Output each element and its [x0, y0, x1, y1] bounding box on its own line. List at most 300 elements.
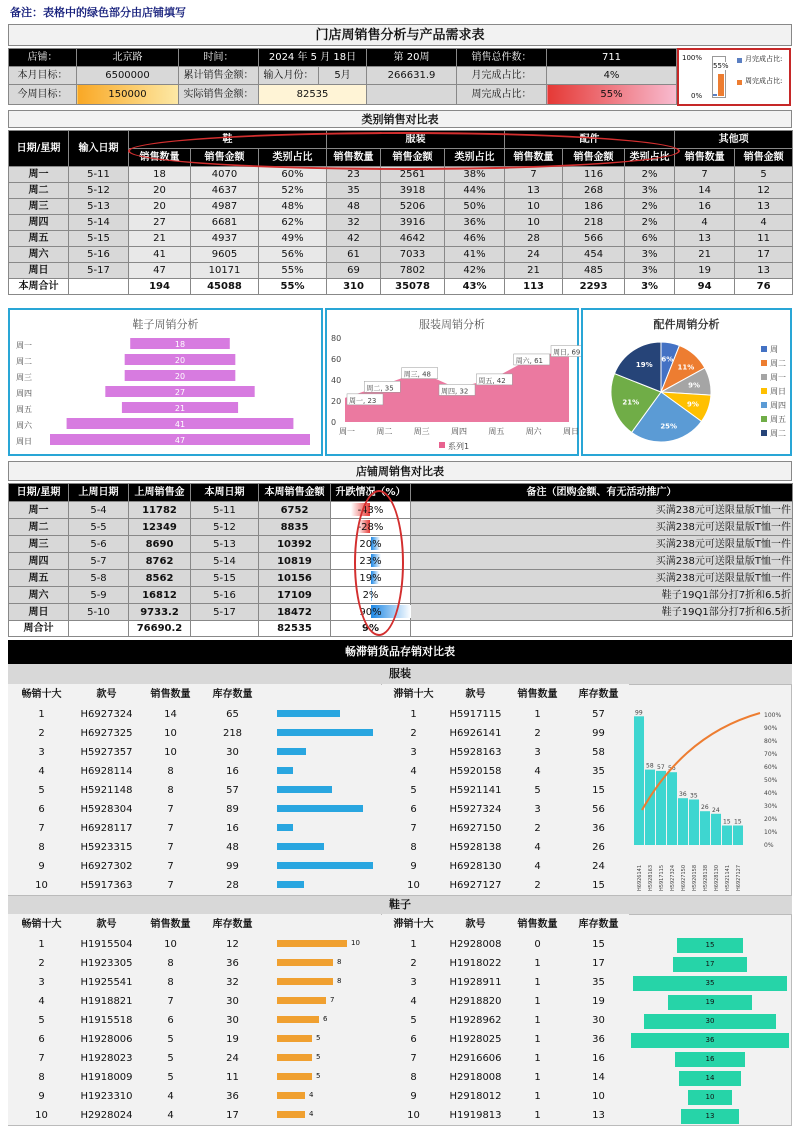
table-cell: 9	[383, 1087, 445, 1106]
pareto-bar-label: 15	[723, 818, 731, 826]
table-cell: 4	[139, 1087, 203, 1106]
pareto-bar	[689, 800, 699, 846]
table-cell: 5-17	[191, 604, 259, 621]
table-cell: 30	[569, 1011, 629, 1030]
acc-slice-label: 21%	[622, 398, 640, 407]
table-cell: 7	[139, 876, 203, 895]
sales-bar	[277, 1054, 312, 1061]
table-cell: 30	[203, 1011, 263, 1030]
table-cell: 3	[507, 800, 569, 819]
group-clothing: 服装	[327, 131, 505, 149]
table-cell: 买满238元可送限量版T恤一件	[411, 536, 793, 553]
pareto-pct-tick: 20%	[764, 816, 778, 823]
table-cell: 7	[139, 800, 203, 819]
table-cell: 69	[327, 263, 381, 279]
acc-slice-label: 19%	[635, 360, 653, 369]
bar-cell	[263, 762, 381, 781]
table-row	[383, 954, 629, 973]
table-cell: 19	[675, 263, 735, 279]
table-cell: 4	[507, 762, 569, 781]
table-cell: 3	[9, 743, 75, 762]
table-cell: 32	[203, 973, 263, 992]
table-cell: H1919813	[445, 1106, 507, 1125]
table-row	[9, 1011, 381, 1030]
table-cell: 44%	[445, 183, 505, 199]
table-cell: 10819	[259, 553, 331, 570]
acc-legend-swatch	[761, 346, 767, 352]
table-row	[383, 762, 629, 781]
note-text: 备注：表格中的绿色部分由店铺填写	[10, 6, 186, 19]
total-cell	[69, 279, 129, 295]
table-cell: 周一	[9, 167, 69, 183]
table-cell: 3%	[625, 183, 675, 199]
table-cell: H1928911	[445, 973, 507, 992]
table-cell: 58	[569, 743, 629, 762]
cloth-x-label: 周一	[339, 427, 355, 436]
table-cell: 0	[507, 935, 569, 954]
cloth-x-label: 周六	[525, 427, 542, 436]
sales-bar-label: 8	[337, 977, 342, 985]
shoe-slow-bar-chart	[630, 934, 792, 1124]
store-label: 店铺：	[9, 49, 77, 67]
change-value: 2%	[362, 589, 379, 601]
pareto-cat-label: H5928138	[703, 864, 709, 891]
clothing-best-table	[8, 684, 381, 895]
table-cell: 鞋子19Q1部分打7折和6.5折	[411, 604, 793, 621]
table-cell: 6%	[625, 231, 675, 247]
annotation-ellipse	[128, 132, 680, 170]
shoe-bar-label: 20	[174, 356, 186, 365]
sales-bar	[277, 940, 347, 947]
table-cell: 1	[383, 935, 445, 954]
acc-slice-label: 9%	[688, 381, 701, 390]
table-cell: 10171	[191, 263, 259, 279]
stock-header: 款号	[445, 685, 507, 705]
table-cell: 6752	[259, 502, 331, 519]
shoe-stock-title: 鞋子	[8, 896, 792, 914]
stock-header: 库存数量	[569, 915, 629, 935]
table-cell: 4070	[191, 167, 259, 183]
table-cell: 7	[139, 838, 203, 857]
table-row	[9, 183, 793, 199]
table-cell: 周四	[9, 553, 69, 570]
shoe-day-label: 周六	[16, 421, 32, 430]
table-row	[9, 1068, 381, 1087]
table-cell: 5-10	[69, 604, 129, 621]
table-cell: 10	[505, 215, 563, 231]
table-cell: 35	[569, 973, 629, 992]
table-cell: 10	[139, 743, 203, 762]
table-cell: H6926141	[445, 724, 507, 743]
table-cell: 3	[383, 743, 445, 762]
pareto-cat-label: H6928130	[714, 864, 720, 891]
table-row	[9, 935, 381, 954]
table-cell: H6927127	[445, 876, 507, 895]
table-cell: 19	[569, 992, 629, 1011]
table-cell: 5	[139, 1068, 203, 1087]
clothing-pareto-chart	[630, 685, 792, 895]
table-cell: 36	[569, 1030, 629, 1049]
pareto-bar-label: 36	[679, 791, 687, 799]
table-row	[9, 215, 793, 231]
pareto-pct-tick: 90%	[764, 725, 778, 732]
table-cell: 10	[383, 876, 445, 895]
table-cell: 5-16	[191, 587, 259, 604]
table-cell: 50%	[445, 199, 505, 215]
table-row	[9, 231, 793, 247]
category-subheader: 类别占比	[259, 149, 327, 167]
category-subheader: 类别占比	[445, 149, 505, 167]
table-cell: 48%	[259, 199, 327, 215]
table-row	[9, 838, 381, 857]
table-cell: 4	[139, 1106, 203, 1125]
total-cell	[69, 621, 129, 637]
mini-y-top: 100%	[682, 54, 703, 62]
shoe-slow-table	[382, 914, 629, 1125]
table-cell: 12349	[129, 519, 191, 536]
pareto-cat-label: H6927150	[681, 864, 687, 891]
table-cell: 2%	[625, 215, 675, 231]
table-cell: 4	[507, 857, 569, 876]
table-cell: 3	[9, 973, 75, 992]
bar-cell	[263, 935, 381, 954]
table-cell: H2918820	[445, 992, 507, 1011]
table-cell: 10	[569, 1087, 629, 1106]
table-cell: 4	[507, 838, 569, 857]
table-cell: 13	[735, 263, 793, 279]
table-cell: 56	[569, 800, 629, 819]
slow-stock-bar-label: 15	[705, 941, 715, 949]
table-cell: 4	[9, 762, 75, 781]
table-cell: 56%	[259, 247, 327, 263]
acc-slice-label: 11%	[677, 363, 695, 372]
completion-chart	[677, 48, 791, 106]
table-cell: 57	[203, 781, 263, 800]
table-cell: 2%	[625, 199, 675, 215]
total-cell: 9%	[331, 621, 411, 637]
table-cell: 35	[569, 762, 629, 781]
group-accessories: 配件	[505, 131, 675, 149]
compare-header: 备注（团购金额、有无活动推广）	[411, 484, 793, 502]
table-cell: 周五	[9, 231, 69, 247]
stock-header: 库存数量	[203, 685, 263, 705]
slow-stock-bar-label: 36	[705, 1036, 715, 1044]
stock-bar	[277, 824, 293, 831]
table-row	[9, 705, 381, 724]
month-rate-label: 月完成占比：	[457, 67, 547, 85]
table-cell: 8	[139, 973, 203, 992]
table-cell: 20	[129, 199, 191, 215]
table-cell: 5	[9, 1011, 75, 1030]
acc-legend-label: 周五	[770, 415, 786, 424]
table-cell: H6928114	[75, 762, 139, 781]
mini-legend-month-swatch	[737, 58, 742, 63]
bar-cell	[263, 954, 381, 973]
stock-bar	[277, 843, 324, 850]
table-cell: 1	[507, 1106, 569, 1125]
table-cell: 454	[563, 247, 625, 263]
table-cell: 3%	[625, 247, 675, 263]
compare-header: 上周销售金	[129, 484, 191, 502]
slow-stock-bar	[677, 938, 743, 953]
cloth-legend-label: 系列1	[448, 442, 470, 451]
table-cell: 2%	[625, 167, 675, 183]
slow-stock-bar	[644, 1014, 776, 1029]
pareto-cat-label: H5928163	[648, 864, 654, 891]
slow-stock-bar-label: 19	[705, 998, 715, 1006]
bar-cell	[263, 1030, 381, 1049]
table-cell: 5-11	[191, 502, 259, 519]
table-cell: 55%	[259, 263, 327, 279]
total-cell	[411, 621, 793, 637]
category-subheader: 销售数量	[675, 149, 735, 167]
table-cell: 鞋子19Q1部分打7折和6.5折	[411, 587, 793, 604]
clothing-stock-title: 服装	[8, 664, 792, 684]
total-cell: 82535	[259, 621, 331, 637]
category-subheader: 销售金额	[191, 149, 259, 167]
table-row	[383, 876, 629, 895]
table-cell: 268	[563, 183, 625, 199]
table-cell: 1	[507, 992, 569, 1011]
table-cell: 218	[203, 724, 263, 743]
stock-header: 库存数量	[569, 685, 629, 705]
pareto-bar	[700, 811, 710, 845]
table-row	[9, 762, 381, 781]
cloth-legend-swatch	[439, 442, 445, 448]
table-cell: 186	[563, 199, 625, 215]
month-target-value[interactable]: 6500000	[77, 67, 179, 85]
table-row	[9, 604, 793, 621]
time-label: 时间：	[179, 49, 259, 67]
date-field[interactable]: 2024 年 5 月 18日	[259, 49, 367, 67]
table-cell: 46%	[445, 231, 505, 247]
table-cell: 218	[563, 215, 625, 231]
table-cell: 14	[569, 1068, 629, 1087]
pareto-cat-label: H6927127	[736, 864, 742, 891]
table-cell: 36	[203, 1087, 263, 1106]
table-row	[9, 800, 381, 819]
category-subheader: 销售金额	[563, 149, 625, 167]
bar-header	[263, 915, 381, 935]
table-cell: 4637	[191, 183, 259, 199]
info-table	[8, 48, 677, 105]
week-target-value[interactable]: 150000	[77, 85, 179, 105]
pareto-bar-label: 58	[646, 762, 654, 770]
compare-header: 本周日期	[191, 484, 259, 502]
stock-header: 畅销十大	[9, 915, 75, 935]
pareto-bar	[711, 814, 721, 845]
slow-stock-bar	[668, 995, 752, 1010]
table-row	[383, 781, 629, 800]
total-cell: 45088	[191, 279, 259, 295]
input-month-value[interactable]: 5月	[319, 67, 367, 85]
total-value: 711	[547, 49, 677, 67]
table-cell: 30	[203, 992, 263, 1011]
shoe-day-label: 周一	[16, 341, 32, 350]
group-shoes: 鞋	[129, 131, 327, 149]
sales-bar-label: 5	[316, 1053, 321, 1061]
compare-header: 升跌情况（%）	[331, 484, 411, 502]
bar-cell	[263, 743, 381, 762]
stock-bar	[277, 729, 373, 736]
table-cell: 41%	[445, 247, 505, 263]
total-cell: 本周合计	[9, 279, 69, 295]
slow-stock-bar-label: 35	[705, 979, 715, 987]
total-cell: 113	[505, 279, 563, 295]
store-name[interactable]: 北京路	[77, 49, 179, 67]
table-cell: 周五	[9, 570, 69, 587]
table-row	[9, 1106, 381, 1125]
table-cell: H1925541	[75, 973, 139, 992]
table-cell: 6	[9, 800, 75, 819]
table-cell: 5-12	[191, 519, 259, 536]
table-cell: 16	[569, 1049, 629, 1068]
sales-bar	[277, 1073, 312, 1080]
shoe-day-label: 周四	[16, 389, 32, 398]
table-cell: 5-4	[69, 502, 129, 519]
compare-header: 本周销售金额	[259, 484, 331, 502]
table-cell: 116	[563, 167, 625, 183]
pareto-bar	[722, 826, 732, 846]
week-field: 第 20周	[367, 49, 457, 67]
clothing-slow-table	[382, 684, 629, 895]
table-row	[9, 199, 793, 215]
table-cell: 5	[139, 1049, 203, 1068]
slow-stock-bar-label: 17	[705, 960, 715, 968]
stock-bar	[277, 862, 373, 869]
bar-cell	[263, 992, 381, 1011]
table-cell: H5928304	[75, 800, 139, 819]
table-row	[9, 263, 793, 279]
table-cell: H5917363	[75, 876, 139, 895]
table-cell: 21	[129, 231, 191, 247]
mini-legend-week-swatch	[737, 80, 742, 85]
mini-y-bottom: 0%	[691, 92, 703, 100]
table-row	[9, 1049, 381, 1068]
shoe-best-table	[8, 914, 381, 1125]
slow-stock-bar-label: 13	[705, 1112, 715, 1120]
table-cell: 6	[9, 1030, 75, 1049]
table-cell: 10	[383, 1106, 445, 1125]
table-cell: 5	[383, 781, 445, 800]
cloth-y-tick: 0	[331, 418, 337, 427]
table-cell: 5-14	[191, 553, 259, 570]
sales-bar-label: 10	[351, 939, 360, 947]
annotation-ellipse-change	[354, 490, 404, 636]
category-subheader: 销售金额	[735, 149, 793, 167]
table-cell: 10	[139, 724, 203, 743]
table-cell: 17	[203, 1106, 263, 1125]
shoe-bar-label: 47	[174, 436, 186, 445]
table-cell: 21	[505, 263, 563, 279]
table-row	[383, 1011, 629, 1030]
table-row	[383, 1106, 629, 1125]
table-cell: 5-6	[69, 536, 129, 553]
table-cell: 15	[569, 781, 629, 800]
table-cell: 5-15	[69, 231, 129, 247]
cloth-x-label: 周五	[488, 427, 505, 436]
table-cell: 24	[505, 247, 563, 263]
table-cell: 买满238元可送限量版T恤一件	[411, 553, 793, 570]
bar-cell	[263, 1068, 381, 1087]
table-cell: 17	[569, 954, 629, 973]
bar-header	[263, 685, 381, 705]
table-cell: H5921148	[75, 781, 139, 800]
stock-header: 款号	[75, 915, 139, 935]
pareto-bar-label: 24	[712, 806, 720, 814]
table-cell: 8690	[129, 536, 191, 553]
table-cell: 买满238元可送限量版T恤一件	[411, 502, 793, 519]
stock-header: 畅销十大	[9, 685, 75, 705]
table-cell: 5-11	[69, 167, 129, 183]
pareto-pct-tick: 10%	[764, 829, 778, 836]
sales-bar-label: 5	[316, 1034, 321, 1042]
table-cell: 24	[569, 857, 629, 876]
stock-header: 销售数量	[507, 685, 569, 705]
table-cell: H1923310	[75, 1087, 139, 1106]
table-cell: 21	[675, 247, 735, 263]
total-cell	[191, 621, 259, 637]
col-input-date: 输入日期	[69, 131, 129, 167]
table-cell: 8835	[259, 519, 331, 536]
table-cell: 10156	[259, 570, 331, 587]
table-cell: H1928025	[445, 1030, 507, 1049]
table-row	[383, 1030, 629, 1049]
table-cell: 周六	[9, 587, 69, 604]
table-cell: 3	[383, 973, 445, 992]
table-cell: 5-14	[69, 215, 129, 231]
shoe-chart	[8, 308, 323, 456]
table-cell: 9	[9, 1087, 75, 1106]
table-cell: 1	[507, 1068, 569, 1087]
table-cell: 2	[507, 876, 569, 895]
pareto-pct-tick: 80%	[764, 738, 778, 745]
table-row	[383, 705, 629, 724]
cloth-data-label: 周四, 32	[441, 387, 469, 396]
stock-header: 销售数量	[139, 685, 203, 705]
month-target-label: 本月目标：	[9, 67, 77, 85]
table-cell: 8	[139, 781, 203, 800]
pareto-bar	[667, 772, 677, 845]
pareto-bar	[634, 716, 644, 845]
table-cell: H1915518	[75, 1011, 139, 1030]
table-cell: H5927357	[75, 743, 139, 762]
table-cell: 1	[383, 705, 445, 724]
cloth-data-label: 周日, 69	[553, 348, 581, 357]
table-row	[9, 1087, 381, 1106]
cloth-data-label: 周六, 61	[515, 356, 544, 365]
table-row	[9, 819, 381, 838]
table-cell: 13	[569, 1106, 629, 1125]
table-cell: 8	[9, 1068, 75, 1087]
table-cell: 3	[507, 743, 569, 762]
stock-header: 销售数量	[507, 915, 569, 935]
sales-bar-label: 4	[309, 1110, 314, 1118]
table-cell: H2928008	[445, 935, 507, 954]
mini-legend-week: 周完成占比:	[745, 77, 783, 85]
bar-cell	[263, 705, 381, 724]
page-title: 门店周销售分析与产品需求表	[8, 24, 792, 46]
cloth-data-label: 周二, 35	[366, 384, 394, 393]
category-subheader: 销售数量	[129, 149, 191, 167]
sales-bar	[277, 1035, 312, 1042]
total-cell: 2293	[563, 279, 625, 295]
category-band: 类别销售对比表	[8, 110, 792, 128]
cloth-y-tick: 40	[331, 376, 342, 385]
table-cell: 1	[507, 1049, 569, 1068]
table-cell: 6	[383, 800, 445, 819]
table-cell: 周日	[9, 604, 69, 621]
